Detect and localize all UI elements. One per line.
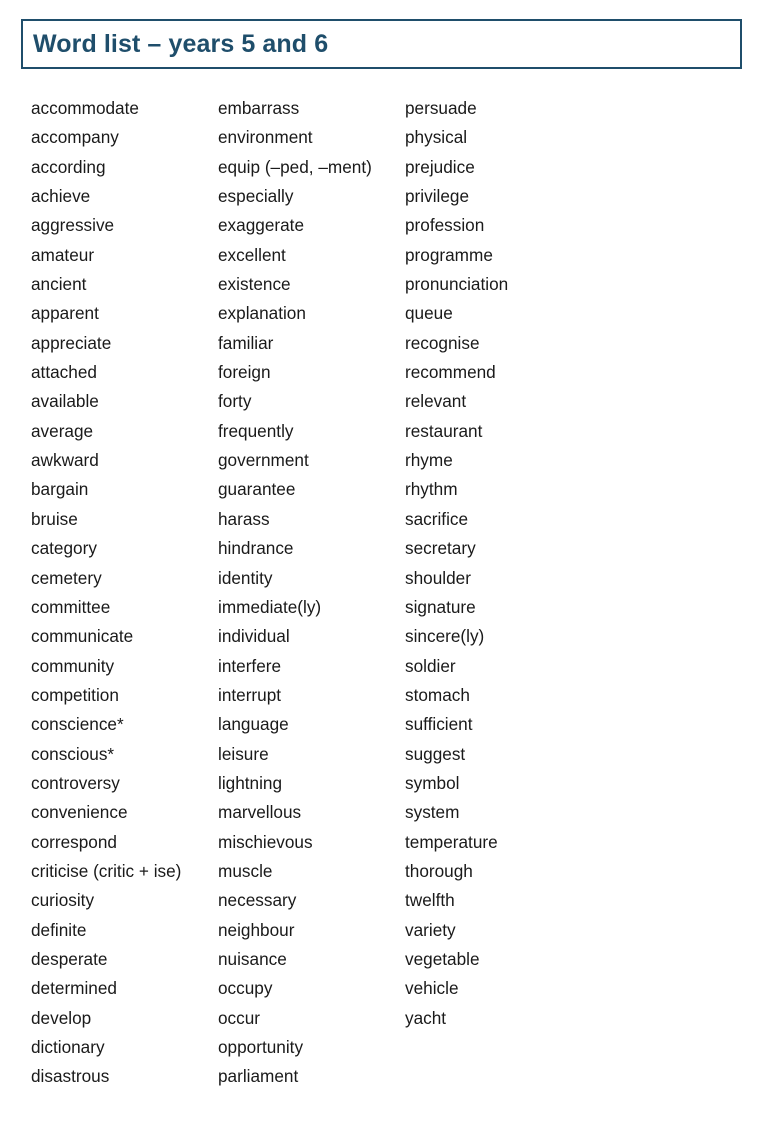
word-item: community xyxy=(31,655,115,676)
word-item: identity xyxy=(218,567,273,588)
word-item: explanation xyxy=(218,303,306,324)
word-item: leisure xyxy=(218,743,269,764)
word-item: system xyxy=(405,802,460,823)
word-item: privilege xyxy=(405,186,470,207)
word-item: develop xyxy=(31,1007,92,1028)
word-item: prejudice xyxy=(405,156,475,177)
word-item: pronunciation xyxy=(405,274,509,295)
word-item: accompany xyxy=(31,127,119,148)
word-item: interrupt xyxy=(218,684,282,705)
word-item: opportunity xyxy=(218,1037,304,1057)
word-column-2 xyxy=(218,95,372,1093)
word-item: physical xyxy=(405,127,468,148)
word-item: available xyxy=(31,391,99,412)
word-item: guarantee xyxy=(218,479,296,500)
word-item: parliament xyxy=(218,1066,299,1087)
title-box xyxy=(21,19,742,69)
word-item: bargain xyxy=(31,479,89,500)
word-item: according xyxy=(31,156,106,177)
word-item: immediate(ly) xyxy=(218,596,322,617)
word-item: frequently xyxy=(218,420,294,441)
word-item: relevant xyxy=(405,391,467,412)
word-item: familiar xyxy=(218,332,274,353)
word-item: government xyxy=(218,450,309,471)
word-item: sincere(ly) xyxy=(405,626,485,647)
word-item: restaurant xyxy=(405,420,483,441)
word-item: thorough xyxy=(405,860,473,881)
word-item: embarrass xyxy=(218,98,300,118)
word-item: recognise xyxy=(405,332,480,353)
word-item: secretary xyxy=(405,538,476,559)
word-item: soldier xyxy=(405,655,456,676)
page-title: Word list – years 5 and 6 xyxy=(33,29,329,58)
word-item: twelfth xyxy=(405,890,455,911)
word-item: conscience* xyxy=(31,714,124,735)
word-item: bruise xyxy=(31,508,78,529)
word-item: shoulder xyxy=(405,567,471,588)
word-item: dictionary xyxy=(31,1037,105,1057)
word-item: convenience xyxy=(31,802,128,823)
word-item: programme xyxy=(405,244,493,265)
word-item: cemetery xyxy=(31,567,102,588)
word-item: suggest xyxy=(405,743,466,764)
word-item: stomach xyxy=(405,684,470,705)
word-item: category xyxy=(31,538,97,559)
word-item: nuisance xyxy=(218,948,287,969)
word-item: rhyme xyxy=(405,450,453,471)
word-item: foreign xyxy=(218,362,271,383)
word-item: committee xyxy=(31,596,111,617)
word-item: equip (–ped, –ment) xyxy=(218,156,372,177)
word-item: rhythm xyxy=(405,479,458,500)
word-item: neighbour xyxy=(218,919,295,940)
word-item: disastrous xyxy=(31,1066,110,1087)
word-item: occur xyxy=(218,1007,261,1028)
word-item: definite xyxy=(31,919,87,940)
word-item: muscle xyxy=(218,860,273,881)
word-item: achieve xyxy=(31,186,91,207)
word-item: conscious* xyxy=(31,743,115,764)
word-item: mischievous xyxy=(218,831,313,852)
word-item: forty xyxy=(218,391,252,412)
word-item: variety xyxy=(405,919,456,940)
word-item: vegetable xyxy=(405,948,480,969)
word-item: criticise (critic + ise) xyxy=(31,860,182,881)
word-item: occupy xyxy=(218,978,273,999)
word-item: accommodate xyxy=(31,98,139,118)
word-item: profession xyxy=(405,215,485,236)
word-item: interfere xyxy=(218,655,282,676)
word-item: communicate xyxy=(31,626,134,647)
word-item: language xyxy=(218,714,289,735)
word-column-3 xyxy=(405,95,508,1034)
word-item: awkward xyxy=(31,450,99,471)
word-item: desperate xyxy=(31,948,108,969)
word-item: recommend xyxy=(405,362,496,383)
word-item: correspond xyxy=(31,831,117,852)
word-item: aggressive xyxy=(31,215,115,236)
word-item: curiosity xyxy=(31,890,95,911)
word-item: marvellous xyxy=(218,802,302,823)
word-item: lightning xyxy=(218,772,283,793)
word-item: symbol xyxy=(405,772,460,793)
word-item: exaggerate xyxy=(218,215,305,236)
word-item: hindrance xyxy=(218,538,294,559)
word-item: signature xyxy=(405,596,476,617)
word-item: amateur xyxy=(31,244,95,265)
word-item: vehicle xyxy=(405,978,459,999)
word-item: individual xyxy=(218,626,290,647)
word-item: controversy xyxy=(31,772,120,793)
word-item: competition xyxy=(31,684,119,705)
word-item: determined xyxy=(31,978,117,999)
word-item: apparent xyxy=(31,303,99,324)
word-item: queue xyxy=(405,303,453,324)
word-item: appreciate xyxy=(31,332,112,353)
word-item: excellent xyxy=(218,244,286,265)
word-item: environment xyxy=(218,127,313,148)
word-item: sufficient xyxy=(405,714,473,735)
word-item: temperature xyxy=(405,831,498,852)
word-item: harass xyxy=(218,508,270,529)
word-item: ancient xyxy=(31,274,87,295)
word-column-1 xyxy=(31,95,181,1093)
word-item: attached xyxy=(31,362,97,383)
word-item: average xyxy=(31,420,94,441)
word-item: sacrifice xyxy=(405,508,469,529)
word-item: especially xyxy=(218,186,294,207)
word-item: existence xyxy=(218,274,291,295)
word-item: yacht xyxy=(405,1007,447,1028)
word-item: necessary xyxy=(218,890,297,911)
word-item: persuade xyxy=(405,98,477,118)
